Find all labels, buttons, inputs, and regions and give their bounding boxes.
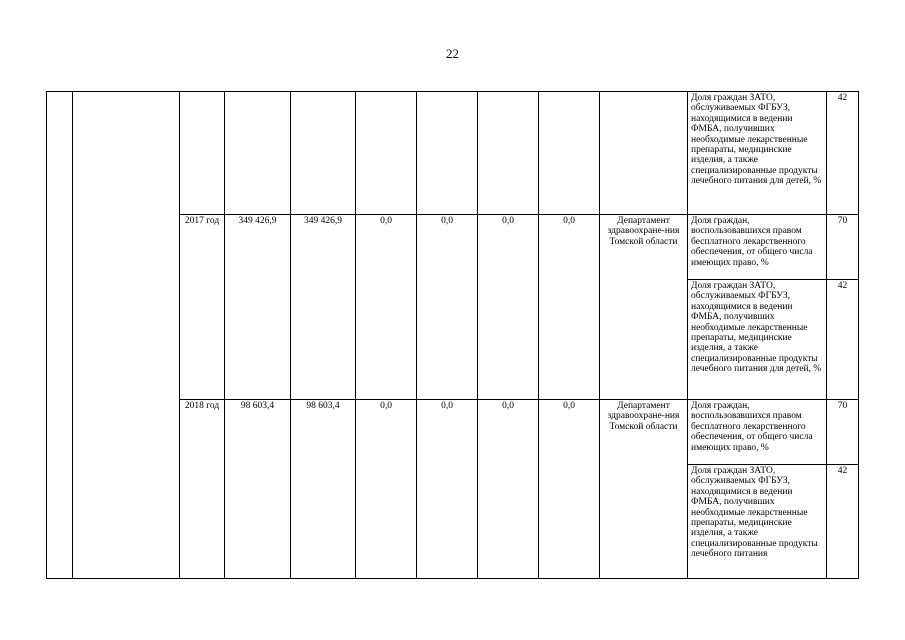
cell-executor: Департамент здравоохране-ния Томской области [600, 215, 688, 400]
cell-c4-blank [539, 92, 600, 215]
cell-fed-blank [291, 92, 356, 215]
cell-indicator: Доля граждан ЗАТО, обслуживаемых ФГБУЗ, находящимися в ведении ФМБА, получивших необходимые лекарственные препараты, медицинские изделия, а также специализированные продукты лечебного питания для детей, % [688, 280, 827, 400]
cell-total-blank [225, 92, 291, 215]
cell-target-value: 70 [827, 215, 859, 280]
cell-indicator: Доля граждан, воспользовавшихся правом бесплатного лекарственного обеспечения, от общего числа имеющих право, % [688, 215, 827, 280]
table-row [47, 92, 859, 215]
budget-table [46, 91, 859, 579]
cell-executor: Департамент здравоохране-ния Томской области [600, 400, 688, 579]
cell-col3: 0,0 [478, 215, 539, 400]
cell-number-blank [47, 92, 73, 579]
cell-c3-blank [478, 92, 539, 215]
cell-col4: 0,0 [539, 215, 600, 400]
cell-target-value: 70 [827, 400, 859, 465]
cell-col1: 0,0 [356, 400, 417, 579]
cell-total: 349 426,9 [225, 215, 291, 400]
cell-col2: 0,0 [417, 215, 478, 400]
cell-indicator: Доля граждан ЗАТО, обслуживаемых ФГБУЗ, находящимися в ведении ФМБА, получивших необходимые лекарственные препараты, медицинские изделия, а также специализированные продукты лечебного питания для детей, % [688, 92, 827, 215]
cell-executor-blank [600, 92, 688, 215]
cell-indicator: Доля граждан ЗАТО, обслуживаемых ФГБУЗ, находящимися в ведении ФМБА, получивших необходимые лекарственные препараты, медицинские изделия, а также специализированные продукты лечебного питания [688, 465, 827, 579]
cell-c2-blank [417, 92, 478, 215]
cell-year: 2017 год [180, 215, 225, 400]
cell-target-value: 42 [827, 280, 859, 400]
cell-indicator: Доля граждан, воспользовавшихся правом бесплатного лекарственного обеспечения, от общего числа имеющих право, % [688, 400, 827, 465]
cell-target-value: 42 [827, 92, 859, 215]
cell-col1: 0,0 [356, 215, 417, 400]
cell-target-value: 42 [827, 465, 859, 579]
cell-total: 98 603,4 [225, 400, 291, 579]
cell-name-blank [73, 92, 180, 579]
cell-c1-blank [356, 92, 417, 215]
cell-federal: 349 426,9 [291, 215, 356, 400]
page-number: 22 [446, 46, 459, 61]
cell-year: 2018 год [180, 400, 225, 579]
cell-federal: 98 603,4 [291, 400, 356, 579]
cell-col4: 0,0 [539, 400, 600, 579]
cell-col3: 0,0 [478, 400, 539, 579]
cell-col2: 0,0 [417, 400, 478, 579]
cell-year-blank [180, 92, 225, 215]
